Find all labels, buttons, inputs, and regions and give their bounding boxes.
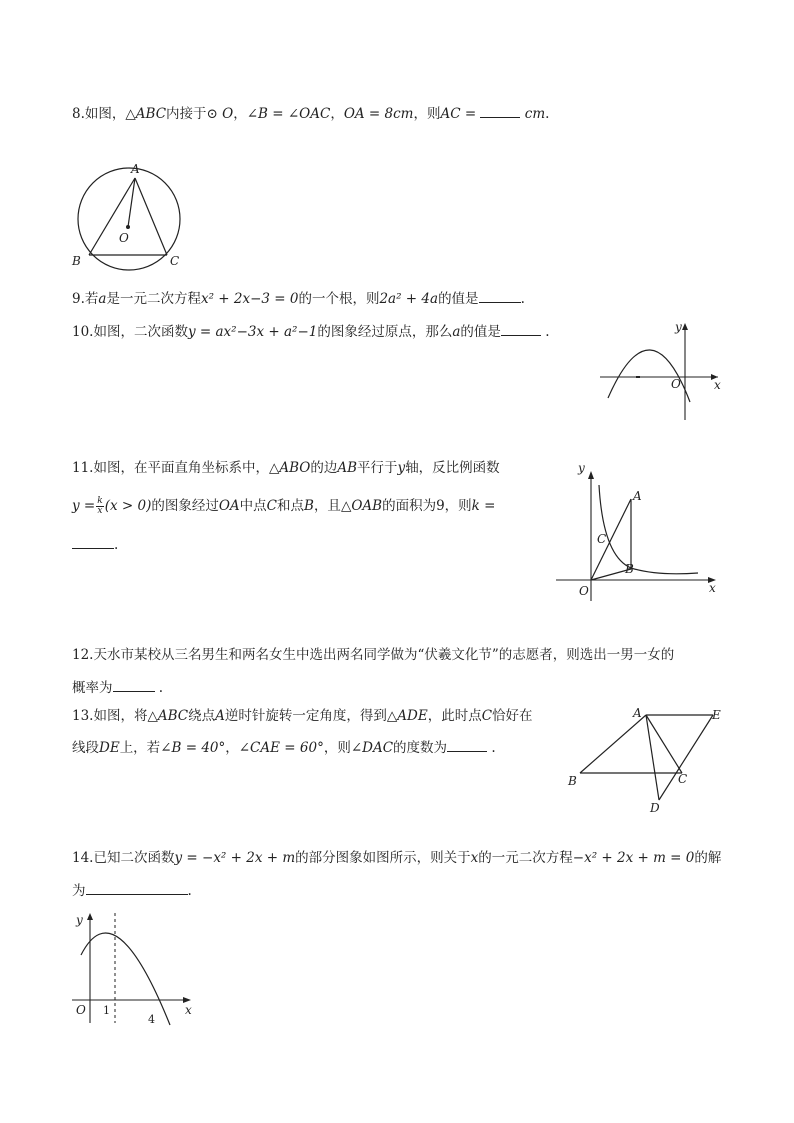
q12-line-1-text: 天水市某校从三名男生和两名女生中选出两名同学做为“伏羲文化节”的志愿者，则选出一男一女的 xyxy=(93,647,675,663)
q11-text-f: 中点 xyxy=(239,498,267,514)
figure-14-parabola-graph xyxy=(70,908,200,1028)
question-14-line-1 xyxy=(72,848,721,868)
question-11-line-2 xyxy=(72,496,495,516)
label-b: B xyxy=(625,562,634,576)
q14-number: 14. xyxy=(72,850,94,866)
y-axis-arrow-icon xyxy=(682,323,688,330)
q10-answer-blank[interactable] xyxy=(501,321,541,336)
label-e: E xyxy=(712,708,721,722)
q11-abo: ABO xyxy=(279,460,311,476)
q13-ade: ADE xyxy=(397,708,428,724)
label-d: D xyxy=(650,801,660,815)
hyperbola-curve xyxy=(599,485,698,574)
q14-answer-blank[interactable] xyxy=(86,880,188,895)
q11-c: C xyxy=(266,498,278,514)
q11-nine: 9 xyxy=(436,498,445,514)
q9-number: 9. xyxy=(72,291,85,307)
figure-10-parabola-graph xyxy=(598,318,728,423)
q8-ac: AC = xyxy=(440,106,477,122)
q14-text-b: 的部分图象如图所示，则关于 xyxy=(295,850,471,866)
q12-answer-blank[interactable] xyxy=(113,677,155,692)
label-c: C xyxy=(678,772,688,786)
label-c: C xyxy=(170,254,180,268)
q14-x: x xyxy=(470,850,479,866)
q11-fraction xyxy=(96,497,103,516)
q11-condition: (x > 0) xyxy=(104,498,152,514)
q9-text-d: 的值是 xyxy=(438,291,479,307)
q9-answer-blank[interactable] xyxy=(479,288,521,303)
question-13-line-2 xyxy=(72,737,496,758)
q14-equation: −x² + 2x + m = 0 xyxy=(572,850,695,866)
q13-text-d: ，此时点 xyxy=(427,708,482,724)
q11-k-equals: k = xyxy=(471,498,496,514)
label-o: O xyxy=(119,231,129,245)
q10-text-b: 的图象经过原点，那么 xyxy=(317,324,453,340)
label-1: 1 xyxy=(103,1004,110,1017)
question-14-line-2 xyxy=(72,880,192,901)
q11-numerator: k xyxy=(97,496,103,506)
q8-triangle-symbol: △ xyxy=(125,106,136,122)
q13-angle-b: ∠B = 40° xyxy=(160,740,226,756)
q13-text-a: 如图，将 xyxy=(93,708,148,724)
q13-text-f: 线段 xyxy=(72,740,99,756)
question-10 xyxy=(72,321,550,342)
q11-text-a: 如图，在平面直角坐标系中， xyxy=(93,460,269,476)
segment-oa xyxy=(128,178,135,227)
center-point-o xyxy=(126,225,130,229)
q13-c: C xyxy=(481,708,493,724)
q9-end: . xyxy=(520,291,525,307)
q14-function: y = −x² + 2x + m xyxy=(174,850,296,866)
q13-text-i: 的度数为 xyxy=(393,740,448,756)
q9-text-c: 的一个根，则 xyxy=(298,291,380,307)
question-13-line-1 xyxy=(72,706,533,726)
question-11-line-1 xyxy=(72,458,500,478)
q13-abc: ABC xyxy=(157,708,189,724)
question-12-line-2 xyxy=(72,677,163,698)
q8-answer-blank[interactable] xyxy=(480,103,520,118)
q11-text-i: 的面积为 xyxy=(382,498,437,514)
label-c: C xyxy=(597,532,607,546)
q11-text-c: 平行于 xyxy=(357,460,398,476)
q11-b: B xyxy=(304,498,314,514)
q9-text-b: 是一元二次方程 xyxy=(106,291,201,307)
q13-triangle-symbol-2: △ xyxy=(386,708,398,724)
figure-11-hyperbola-graph xyxy=(556,458,726,603)
segment-ad xyxy=(646,715,659,800)
label-a: A xyxy=(131,162,140,176)
q12-line-2-text: 概率为 xyxy=(72,680,113,696)
q12-number: 12. xyxy=(72,647,94,663)
question-8 xyxy=(72,103,549,124)
q13-a: A xyxy=(215,708,225,724)
q11-answer-blank[interactable] xyxy=(72,534,114,549)
q8-end: . xyxy=(545,106,550,122)
q10-number: 10. xyxy=(72,324,94,340)
q8-text-a: 如图， xyxy=(84,106,126,122)
question-11-line-3 xyxy=(72,534,118,555)
q8-text-b: 内接于 xyxy=(166,106,207,122)
q11-ab: AB xyxy=(337,460,358,476)
parabola-curve xyxy=(81,933,170,1025)
label-4: 4 xyxy=(148,1013,155,1026)
q8-comma2: ， xyxy=(330,106,344,122)
q8-oa-expr: OA = 8cm xyxy=(343,106,414,122)
q11-text-j: ，则 xyxy=(444,498,472,514)
q8-abc: ABC xyxy=(135,106,167,122)
q11-text-b: 的边 xyxy=(310,460,338,476)
q8-unit: cm xyxy=(524,106,546,122)
label-a: A xyxy=(633,706,642,720)
q8-angle-expr: ∠B = ∠OAC xyxy=(246,106,331,122)
q13-angle-cae: ∠CAE = 60° xyxy=(238,740,324,756)
q10-text-a: 如图，二次函数 xyxy=(93,324,188,340)
parabola-curve xyxy=(608,350,690,402)
label-x: x xyxy=(185,1003,192,1017)
label-o: O xyxy=(579,584,589,598)
label-y: y xyxy=(76,913,83,927)
q14-text-c: 的一元二次方程 xyxy=(478,850,573,866)
segment-ac xyxy=(646,715,682,773)
q14-text-a: 已知二次函数 xyxy=(93,850,175,866)
q11-text-e: 的图象经过 xyxy=(151,498,219,514)
q11-number: 11. xyxy=(72,460,94,476)
label-o: O xyxy=(671,377,681,391)
q11-y-equals: y = xyxy=(72,498,96,514)
q13-comma: ， xyxy=(225,740,239,756)
q9-text-a: 若 xyxy=(84,291,99,307)
q13-text-g: 上，若 xyxy=(119,740,161,756)
q11-triangle-symbol-2: △ xyxy=(340,498,352,514)
q11-oab: OAB xyxy=(351,498,383,514)
q11-oa: OA xyxy=(218,498,240,514)
label-y: y xyxy=(578,461,585,475)
q13-angle-dac: ∠DAC xyxy=(350,740,394,756)
q12-end: . xyxy=(158,680,164,696)
q9-a: a xyxy=(98,291,107,307)
q14-text-d: 的解 xyxy=(694,850,722,866)
q13-text-b: 绕点 xyxy=(188,708,216,724)
label-y: y xyxy=(675,320,682,334)
q13-end: . xyxy=(491,740,496,756)
q11-y: y xyxy=(397,460,406,476)
q14-text-e: 为 xyxy=(72,883,86,899)
q9-expression: 2a² + 4a xyxy=(379,291,439,307)
figure-8-circle-diagram xyxy=(70,160,190,270)
q8-text-c: ，则 xyxy=(413,106,441,122)
q8-comma: ， xyxy=(233,106,247,122)
figure-13-rotation-diagram xyxy=(566,705,726,817)
question-9 xyxy=(72,288,525,309)
q9-equation: x² + 2x−3 = 0 xyxy=(200,291,299,307)
label-a: A xyxy=(633,489,642,503)
q8-o: O xyxy=(222,106,234,122)
q10-text-c: 的值是 xyxy=(460,324,501,340)
label-x: x xyxy=(709,581,716,595)
y-axis-arrow-icon xyxy=(588,471,594,479)
q13-answer-blank[interactable] xyxy=(447,737,487,752)
label-x: x xyxy=(714,378,721,392)
q8-number: 8. xyxy=(72,106,85,122)
question-12-line-1 xyxy=(72,645,674,665)
y-axis-arrow-icon xyxy=(87,913,93,920)
q13-text-e: 恰好在 xyxy=(492,708,533,724)
q8-circle-symbol: ⊙ xyxy=(206,106,218,122)
q13-text-h: ，则 xyxy=(323,740,351,756)
q14-end: . xyxy=(187,883,192,899)
segment-ac xyxy=(135,178,167,255)
label-o: O xyxy=(76,1003,86,1017)
q13-text-c: 逆时针旋转一定角度，得到 xyxy=(224,708,387,724)
segment-ab xyxy=(580,715,646,773)
label-b: B xyxy=(568,774,577,788)
q13-triangle-symbol: △ xyxy=(147,708,158,724)
q13-number: 13. xyxy=(72,708,94,724)
q10-function: y = ax²−3x + a²−1 xyxy=(187,324,318,340)
q11-text-h: ，且 xyxy=(313,498,341,514)
q11-text-d: 轴，反比例函数 xyxy=(405,460,500,476)
segment-ed xyxy=(659,715,713,800)
q10-a: a xyxy=(452,324,461,340)
label-b: B xyxy=(72,254,81,268)
q13-de: DE xyxy=(99,740,120,756)
q10-end: . xyxy=(545,324,550,340)
q11-end: . xyxy=(114,537,119,553)
q11-text-g: 和点 xyxy=(277,498,305,514)
q11-triangle-symbol: △ xyxy=(268,460,280,476)
q11-denominator: x xyxy=(97,506,103,516)
